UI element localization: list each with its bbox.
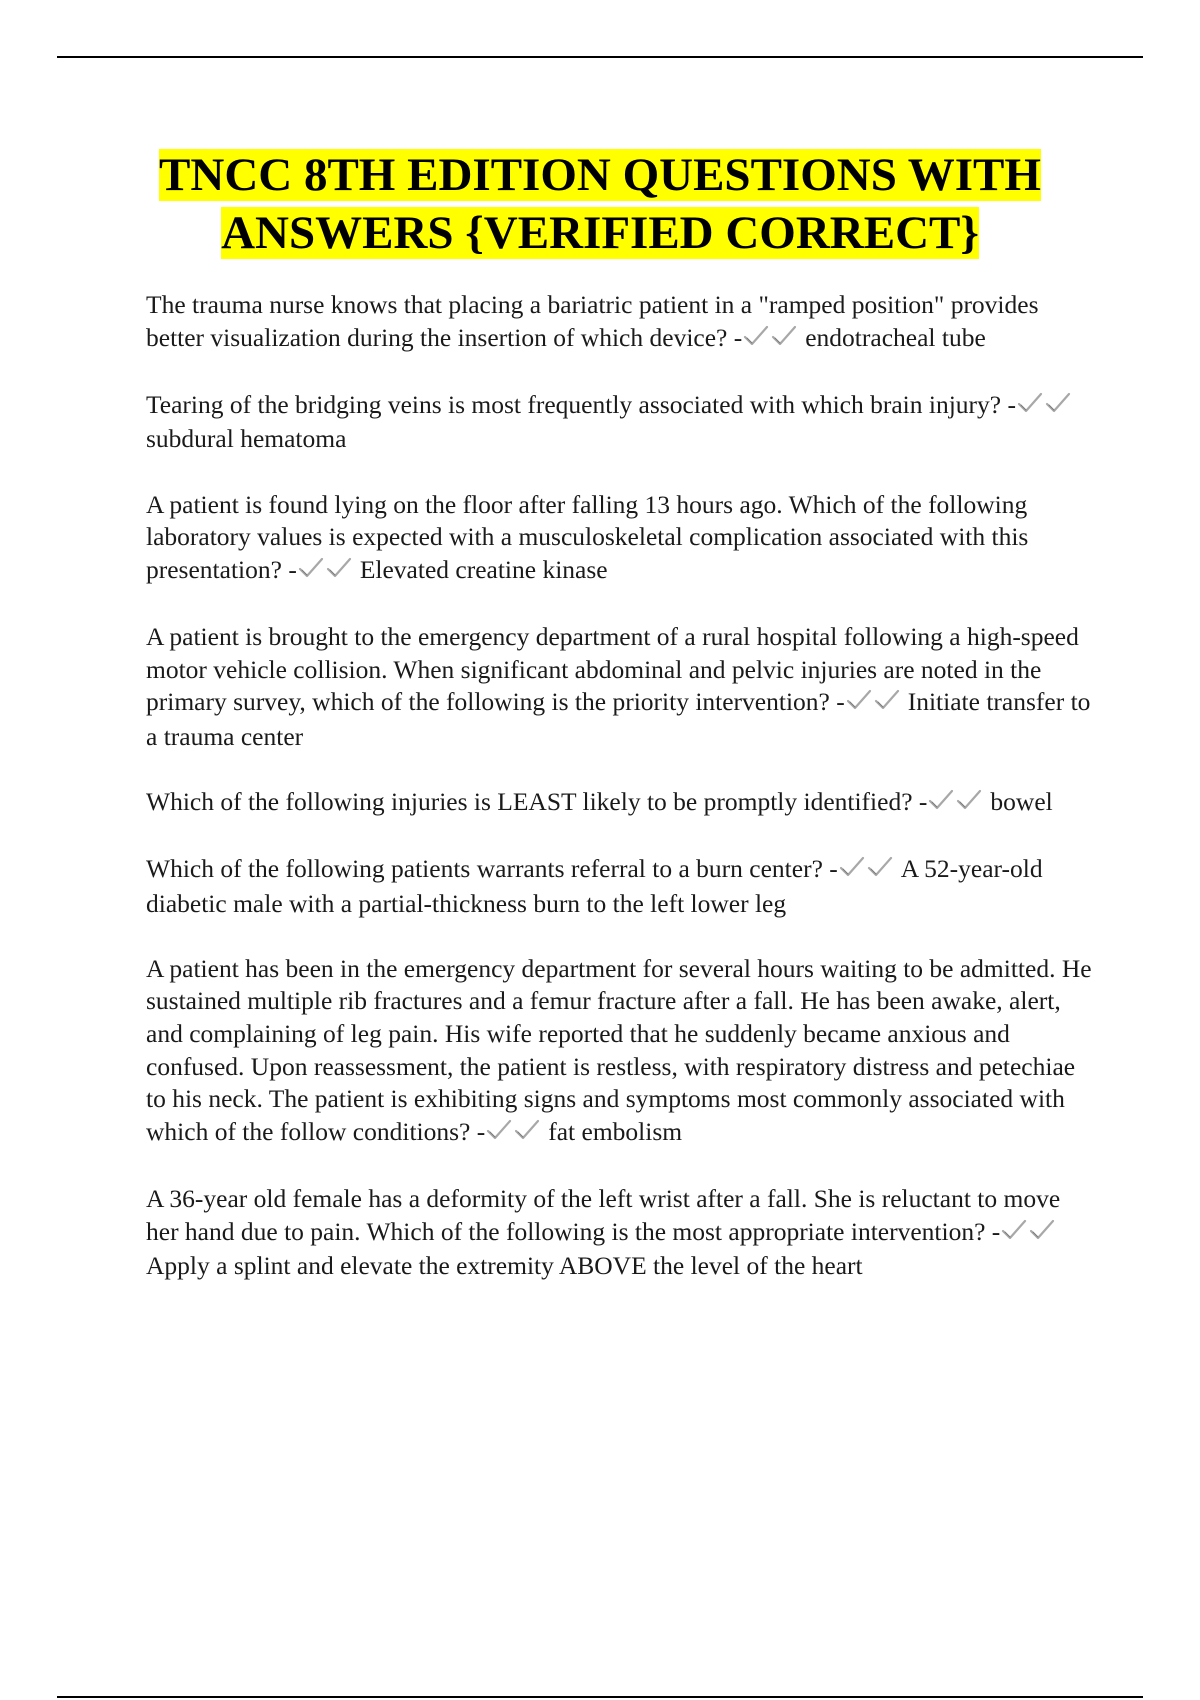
title-line-2: ANSWERS {VERIFIED CORRECT}: [221, 207, 979, 259]
answer-text: A 52-year-old diabetic male with a partial-thickness burn to the left lower leg: [146, 854, 1043, 918]
qa-item: [146, 489, 1096, 589]
qa-item: [146, 621, 1096, 753]
answer-text: bowel: [990, 786, 1053, 816]
question-text: The trauma nurse knows that placing a bariatric patient in a "ramped position" provides better visualization during the insertion of which device?: [146, 290, 1039, 352]
answer-text: Elevated creatine kinase: [359, 554, 608, 584]
separator: -: [1007, 389, 1016, 419]
separator: -: [476, 1116, 486, 1146]
answer-text: Apply a splint and elevate the extremity ABOVE the level of the heart: [146, 1251, 863, 1281]
separator: -: [991, 1216, 1001, 1246]
document-title: [159, 149, 1041, 259]
answer-text: fat embolism: [548, 1116, 683, 1146]
question-text: A patient is brought to the emergency department of a rural hospital following a high-speed motor vehicle collision. When significant abdominal and pelvic injuries are noted in the primary survey, which of the following is the priority intervention?: [146, 621, 1079, 717]
top-rule: [57, 56, 1143, 58]
question-text: A patient is found lying on the floor after falling 13 hours ago. Which of the following laboratory values is expected with a musculoskeletal complication associated with this presentation?: [146, 489, 1029, 584]
double-check-icon: [1001, 1218, 1057, 1251]
separator: -: [829, 854, 838, 884]
double-check-icon: [298, 556, 354, 589]
double-check-icon: [743, 324, 799, 357]
double-check-icon: [1017, 391, 1073, 424]
double-check-icon: [839, 855, 895, 888]
qa-item: [146, 953, 1096, 1151]
double-check-icon: [846, 688, 902, 721]
bottom-rule: [57, 1696, 1143, 1698]
separator: -: [836, 687, 845, 717]
double-check-icon: [486, 1118, 542, 1151]
qa-item: [146, 289, 1096, 356]
qa-item: [146, 786, 1096, 821]
question-text: Which of the following injuries is LEAST likely to be promptly identified?: [146, 786, 913, 816]
question-text: A patient has been in the emergency department for several hours waiting to be admitted. He sustained multiple rib fractures and a femur fracture after a fall. He has been awake, alert, and complaining of leg pain. His wife reported that he suddenly became anxious and confused. Upon reassessment, the patient is restless, with respiratory distress and petechiae to his neck. The patient is exhibiting signs and symptoms most commonly associated with which of the follow conditions?: [146, 953, 1092, 1146]
answer-text: subdural hematoma: [146, 424, 347, 454]
qa-item: [146, 1183, 1096, 1283]
title-block: [0, 146, 1200, 262]
answer-text: endotracheal tube: [805, 322, 986, 352]
separator: -: [288, 554, 297, 584]
answer-text: Initiate transfer to a trauma center: [146, 687, 1091, 751]
separator: -: [733, 322, 743, 352]
qa-list: [146, 289, 1096, 1315]
double-check-icon: [928, 788, 984, 821]
question-text: A 36-year old female has a deformity of the left wrist after a fall. She is reluctant to move her hand due to pain. Which of the following is the most appropriate intervention?: [146, 1184, 1061, 1246]
separator: -: [918, 786, 928, 816]
question-text: Which of the following patients warrants referral to a burn center?: [146, 854, 823, 884]
title-line-1: TNCC 8TH EDITION QUESTIONS WITH: [159, 149, 1041, 201]
question-text: Tearing of the bridging veins is most frequently associated with which brain injury?: [146, 389, 1002, 419]
qa-item: [146, 853, 1096, 920]
qa-item: [146, 389, 1096, 456]
